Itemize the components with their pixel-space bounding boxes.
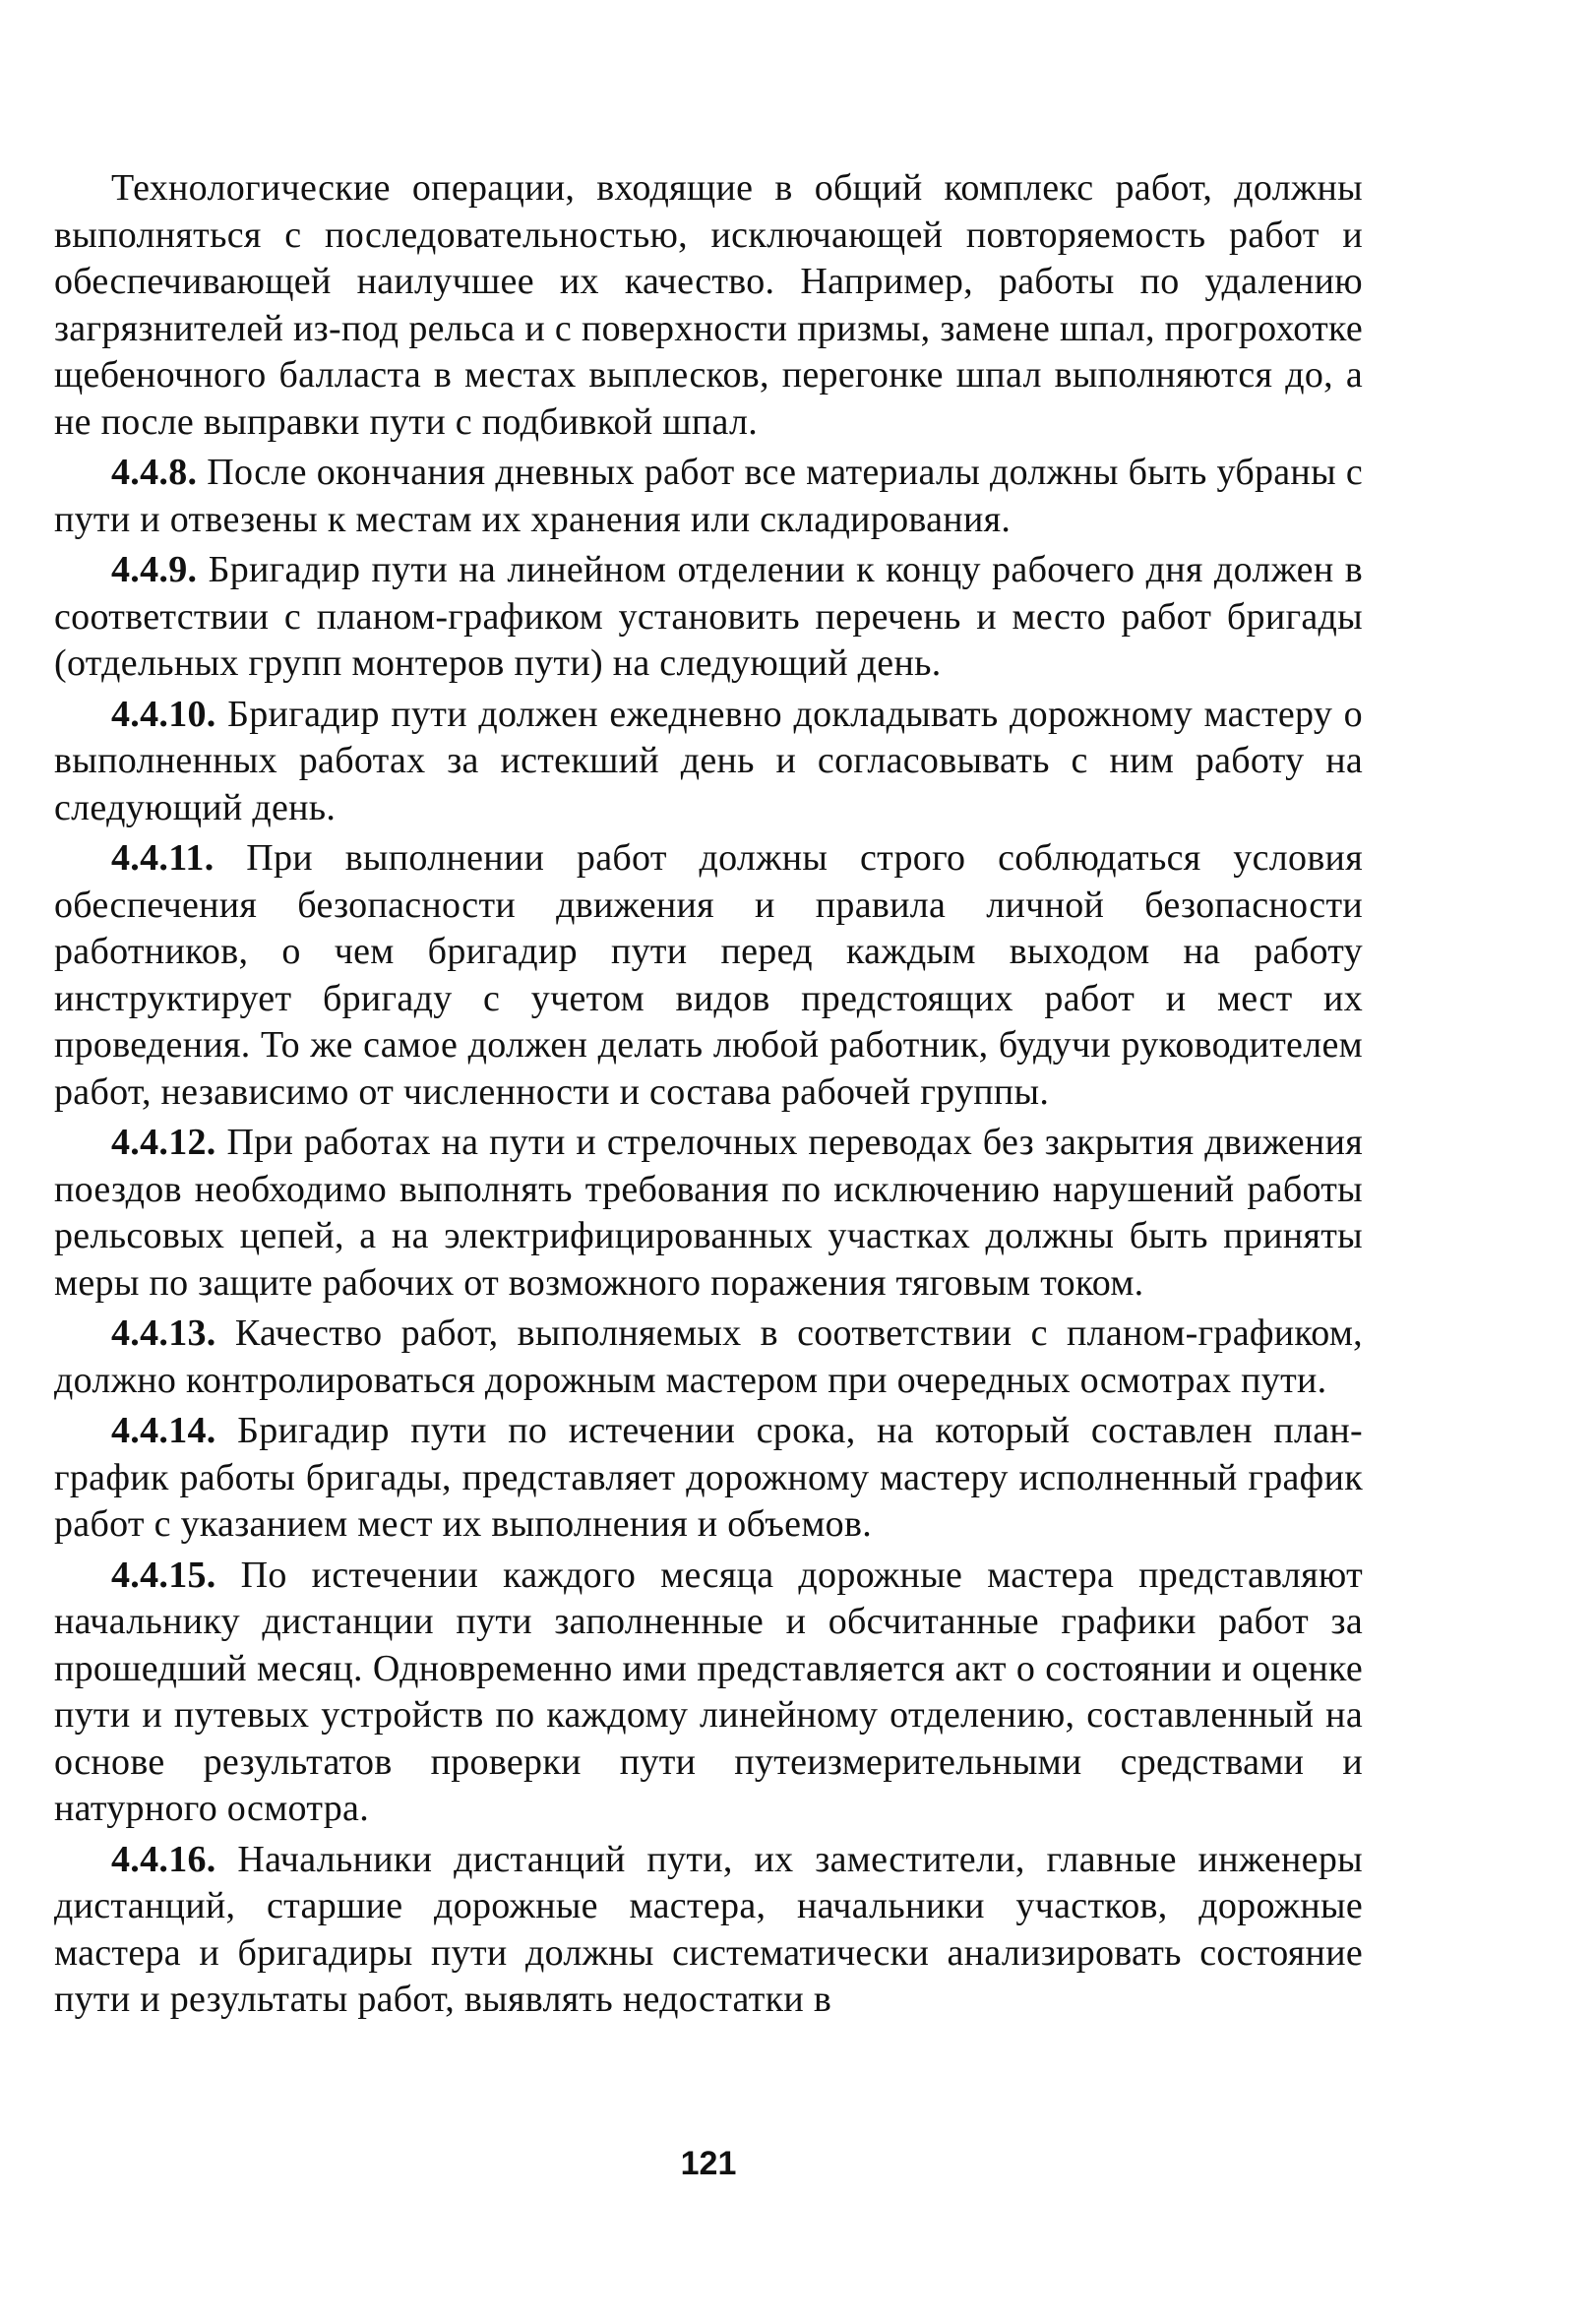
clause-number: 4.4.11. bbox=[111, 837, 215, 879]
clause-number: 4.4.10. bbox=[111, 693, 216, 735]
paragraph-text: Бригадир пути по истечении срока, на который составлен план-график работы бригады, представляет дорожному мастеру исполненный график работ с указанием мест их выполнения и объемов. bbox=[54, 1410, 1363, 1545]
paragraph-4-4-11 bbox=[54, 835, 1363, 1116]
paragraph-intro bbox=[54, 165, 1363, 446]
paragraph-text: После окончания дневных работ все материалы должны быть убраны с пути и отвезены к местам их хранения или складирования. bbox=[54, 452, 1363, 540]
paragraph-text: При выполнении работ должны строго соблюдаться условия обеспечения безопасности движения и правила личной безопасности работников, о чем бригадир пути перед каждым выходом на работу инструктирует бригаду с учетом видов предстоящих работ и мест их проведения. То же самое должен делать любой работник, будучи руководителем работ, независимо от численности и состава рабочей группы. bbox=[54, 837, 1363, 1113]
paragraph-text: По истечении каждого месяца дорожные мастера представляют начальнику дистанции пути заполненные и обсчитанные графики работ за прошедший месяц. Одновременно ими представляется акт о состоянии и оценке пути и путевых устройств по каждому линейному отделению, составленный на основе результатов проверки пути путеизмерительными средствами и натурного осмотра. bbox=[54, 1554, 1363, 1829]
clause-number: 4.4.14. bbox=[111, 1410, 216, 1451]
clause-number: 4.4.13. bbox=[111, 1312, 216, 1354]
clause-number: 4.4.12. bbox=[111, 1122, 216, 1163]
paragraph-text: Технологические операции, входящие в общий комплекс работ, должны выполняться с последовательностью, исключающей повторяемость работ и обеспечивающей наилучшее их качество. Например, работы по удалению загрязнителей из-под рельса и с поверхности призмы, замене шпал, прогрохотке щебеночного балласта в местах выплесков, перегонке шпал выполняются до, а не после выправки пути с подбивкой шпал. bbox=[54, 167, 1363, 443]
paragraph-4-4-9 bbox=[54, 547, 1363, 688]
paragraph-4-4-13 bbox=[54, 1311, 1363, 1404]
clause-number: 4.4.16. bbox=[111, 1838, 216, 1880]
page-number: 121 bbox=[680, 2145, 737, 2182]
paragraph-4-4-16 bbox=[54, 1837, 1363, 2024]
paragraph-4-4-14 bbox=[54, 1408, 1363, 1549]
paragraph-4-4-10 bbox=[54, 692, 1363, 832]
paragraph-4-4-15 bbox=[54, 1553, 1363, 1833]
clause-number: 4.4.8. bbox=[111, 452, 198, 493]
paragraph-4-4-8 bbox=[54, 450, 1363, 543]
paragraph-text: Начальники дистанций пути, их заместители, главные инженеры дистанций, старшие дорожные мастера, начальники участков, дорожные мастера и бригадиры пути должны систематически анализировать состояние пути и результаты работ, выявлять недостатки в bbox=[54, 1838, 1363, 2020]
paragraph-text: Бригадир пути на линейном отделении к концу рабочего дня должен в соответствии с планом-графиком установить перечень и место работ бригады (отдельных групп монтеров пути) на следующий день. bbox=[54, 549, 1363, 684]
clause-number: 4.4.15. bbox=[111, 1554, 216, 1596]
paragraph-text: При работах на пути и стрелочных переводах без закрытия движения поездов необходимо выполнять требования по исключению нарушений работы рельсовых цепей, а на электрифицированных участках должны быть приняты меры по защите рабочих от возможного поражения тяговым током. bbox=[54, 1122, 1363, 1304]
paragraph-4-4-12 bbox=[54, 1120, 1363, 1307]
page-body bbox=[54, 165, 1363, 2024]
clause-number: 4.4.9. bbox=[111, 549, 198, 590]
paragraph-text: Качество работ, выполняемых в соответствии с планом-графиком, должно контролироваться дорожным мастером при очередных осмотрах пути. bbox=[54, 1312, 1363, 1401]
paragraph-text: Бригадир пути должен ежедневно докладывать дорожному мастеру о выполненных работах за истекший день и согласовывать с ним работу на следующий день. bbox=[54, 693, 1363, 828]
